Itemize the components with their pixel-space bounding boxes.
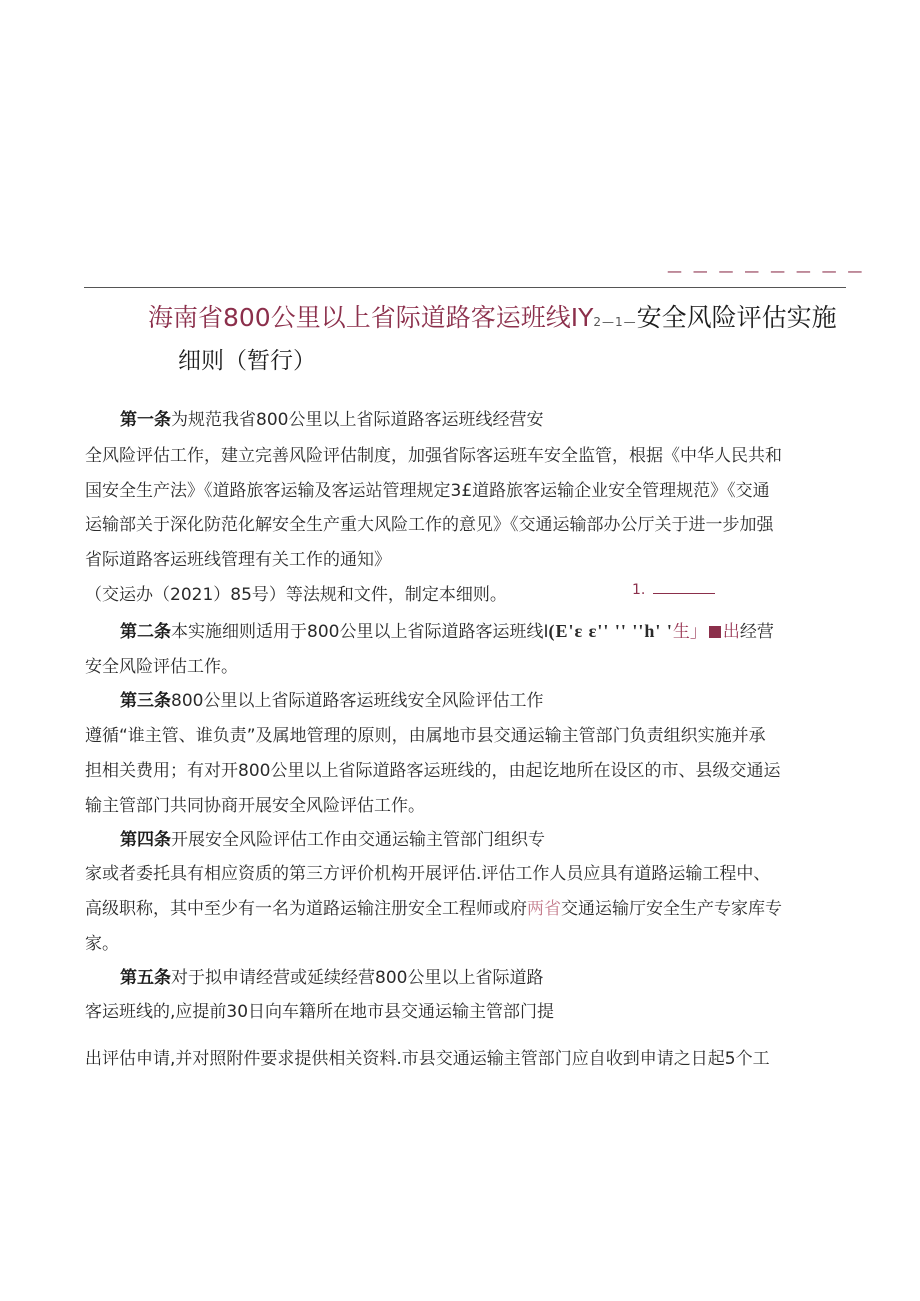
article-1-line-2: 全风险评估工作，建立完善风险评估制度，加强省际客运班车安全监管，根据《中华人民共和	[85, 446, 782, 466]
document-title-line1	[148, 298, 837, 334]
article-3-line-2: 遵循“谁主管、谁负责”及属地管理的原则，由属地市县交通运输主管部门负责组织实施并承	[85, 726, 766, 746]
article-1-line-5: 省际道路客运班线管理有关工作的通知》	[85, 550, 391, 570]
article-4-line-1: 第四条开展安全风险评估工作由交通运输主管部门组织专	[120, 830, 545, 850]
article-3-line-4: 输主管部门共同协商开展安全风险评估工作。	[85, 796, 425, 816]
article-5-line-1: 第五条对于拟申请经营或延续经营800公里以上省际道路	[120, 968, 544, 988]
document-title-line2: 细则（暂行）	[178, 348, 316, 374]
article-1-line-6: （交运办（2021）85号）等法规和文件，制定本细则。	[85, 585, 507, 605]
article-2-line-1: 第二条本实施细则适用于800公里以上省际道路客运班线I(E'ɛ ɛ'' '' ''h' '生」 出经营	[120, 621, 774, 642]
side-note-underline	[653, 583, 715, 594]
article-4-highlight: 两省	[527, 899, 561, 919]
article-1-label: 第一条	[120, 410, 171, 430]
title-part-b: 安全风险评估实施	[636, 303, 837, 332]
header-rule	[84, 287, 846, 288]
article-1-line-1: 第一条为规范我省800公里以上省际道路客运班线经营安	[120, 410, 544, 430]
header-dashes: — — — — — — — —	[667, 262, 866, 280]
article-4-line-3: 高级职称，其中至少有一名为道路运输注册安全工程师或府两省交通运输厅安全生产专家库专	[85, 899, 782, 919]
article-2-garble: (E'ɛ ɛ'' '' ''h' '	[548, 621, 673, 641]
redaction-square	[709, 626, 721, 638]
article-4-label: 第四条	[120, 830, 171, 850]
side-note: 1.	[632, 582, 715, 598]
article-5-line-2: 客运班线的,应提前30日向车籍所在地市县交通运输主管部门提	[85, 1002, 555, 1022]
article-5-line-3: 出评估申请,并对照附件要求提供相关资料.市县交通运输主管部门应自收到申请之日起5个工	[85, 1049, 770, 1069]
article-3-line-3: 担相关费用；有对开800公里以上省际道路客运班线的，由起讫地所在设区的市、县级交通运	[85, 761, 781, 781]
article-2-garble-tail: 生」	[672, 622, 707, 642]
article-2-garble-tail2: 出	[722, 622, 740, 642]
article-2-label: 第二条	[120, 622, 171, 642]
article-1-line-4: 运输部关于深化防范化解安全生产重大风险工作的意见》《交通运输部办公厅关于进一步加强	[85, 515, 774, 535]
article-4-line-4: 家。	[85, 934, 119, 954]
article-3-label: 第三条	[120, 691, 171, 711]
article-5-label: 第五条	[120, 968, 171, 988]
title-part-a: 海南省800公里以上省际道路客运班线IY	[148, 303, 594, 332]
article-4-line-2: 家或者委托具有相应资质的第三方评价机构开展评估.评估工作人员应具有道路运输工程中、	[85, 864, 771, 884]
article-3-line-1: 第三条800公里以上省际道路客运班线安全风险评估工作	[120, 691, 544, 711]
article-1-line-3: 国安全生产法》《道路旅客运输及客运站管理规定3£道路旅客运输企业安全管理规范》《交通	[85, 481, 770, 501]
article-2-line-2: 安全风险评估工作。	[85, 657, 238, 677]
title-garble: 2—1—	[593, 315, 637, 329]
